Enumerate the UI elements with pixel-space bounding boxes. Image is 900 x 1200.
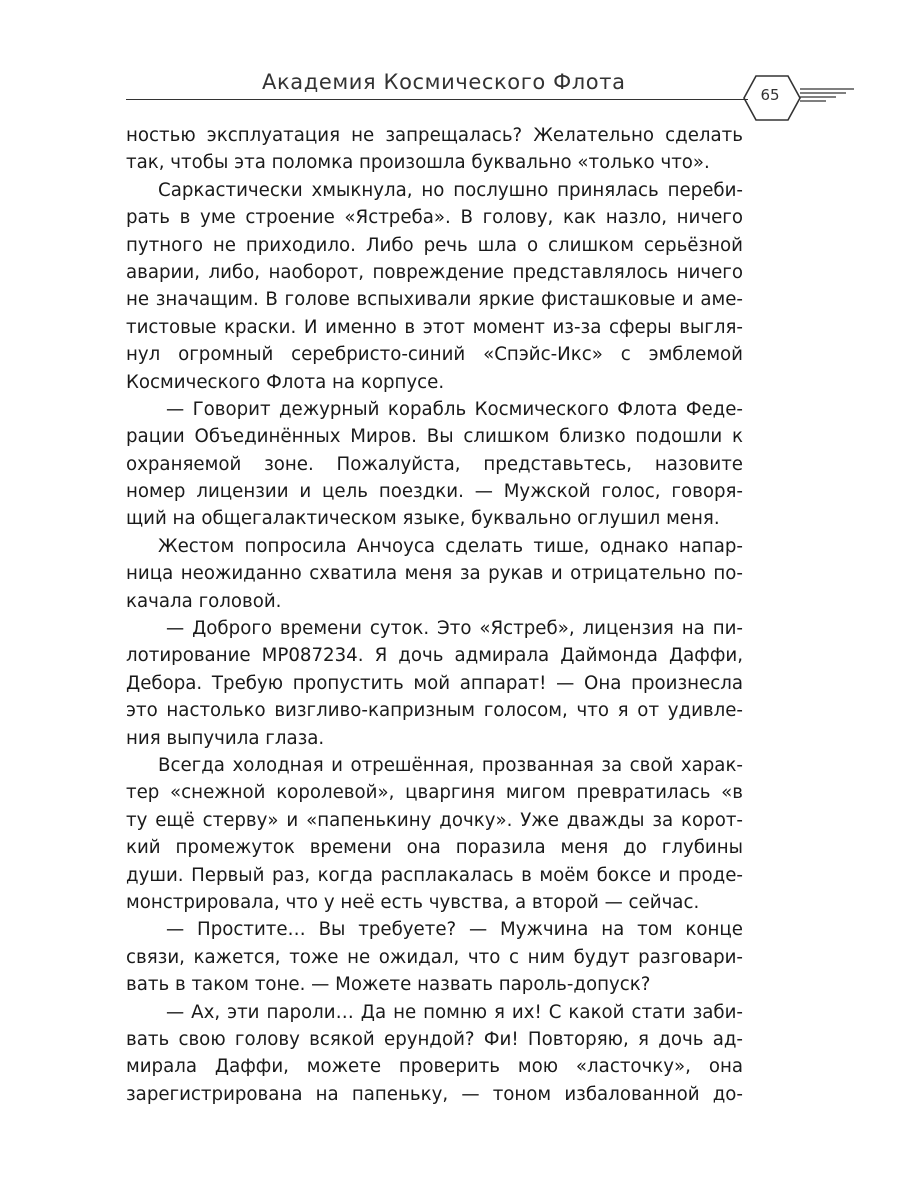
text-line: лотирование МР087234. Я дочь адмирала Даймонда Даффи, <box>126 645 743 667</box>
header-rule <box>126 99 748 100</box>
text-line: — Ах, эти пароли… Да не помню я их! С какой стати заби- <box>166 1001 743 1023</box>
page-header <box>0 0 900 130</box>
text-line: ния выпучила глаза. <box>126 727 325 749</box>
text-line: номер лицензии и цель поездки. — Мужской голос, говоря- <box>126 481 743 503</box>
running-title: Академия Космического Флота <box>262 70 626 94</box>
text-line: ту ещё стерву» и «папенькину дочку». Уже дважды за корот- <box>126 809 743 831</box>
text-line: души. Первый раз, когда расплакалась в моём боксе и проде- <box>126 864 743 886</box>
text-line: Жестом попросила Анчоуса сделать тише, однако напар- <box>158 535 743 557</box>
text-line: монстрировала, что у неё есть чувства, а второй — сейчас. <box>126 891 700 913</box>
text-line: щий на общегалактическом языке, буквально оглушил меня. <box>126 508 720 530</box>
text-line: связи, кажется, тоже не ожидал, что с ним будут разговари- <box>126 946 743 968</box>
text-line: охраняемой зоне. Пожалуйста, представьтесь, назовите <box>126 453 743 475</box>
text-line: рации Объединённых Миров. Вы слишком близко подошли к <box>126 426 743 448</box>
text-line: качала головой. <box>126 590 282 612</box>
text-line: — Простите… Вы требуете? — Мужчина на том конце <box>166 919 743 941</box>
text-line: тер «снежной королевой», цваргиня мигом превратилась «в <box>126 782 743 804</box>
text-line: так, чтобы эта поломка произошла буквально «только что». <box>126 152 710 174</box>
text-line: — Говорит дежурный корабль Космического Флота Феде- <box>166 398 743 420</box>
text-line: Дебора. Требую пропустить мой аппарат! — Она произнесла <box>126 672 743 694</box>
text-line: ница неожиданно схватила меня за рукав и отрицательно по- <box>126 563 743 585</box>
text-line: тистовые краски. И именно в этот момент из-за сферы выгля- <box>126 316 743 338</box>
text-line: ностью эксплуатация не запрещалась? Желательно сделать <box>126 125 743 146</box>
text-line: Космического Флота на корпусе. <box>126 371 445 393</box>
text-line: нул огромный серебристо-синий «Спэйс-Икс» с эмблемой <box>126 344 743 366</box>
text-line: не значащим. В голове вспыхивали яркие фисташковые и аме- <box>126 289 743 311</box>
text-line: Всегда холодная и отрешённая, прозванная за свой харак- <box>158 754 743 776</box>
text-line: зарегистрирована на папеньку, — тоном избалованной до- <box>126 1083 743 1105</box>
text-line: — Доброго времени суток. Это «Ястреб», лицензия на пи- <box>166 618 743 640</box>
text-line: рать в уме строение «Ястреба». В голову, как назло, ничего <box>126 207 743 229</box>
body-text <box>126 122 743 1108</box>
text-line: кий промежуток времени она поразила меня до глубины <box>126 837 743 859</box>
text-line: Саркастически хмыкнула, но послушно принялась переби- <box>158 179 743 201</box>
text-line: это настолько визгливо-капризным голосом, что я от удивле- <box>126 700 743 722</box>
text-line: путного не приходило. Либо речь шла о слишком серьёзной <box>126 234 743 256</box>
text-line: вать в таком тоне. — Можете назвать пароль-допуск? <box>126 974 651 996</box>
text-line: мирала Даффи, можете проверить мою «ласточку», она <box>126 1056 743 1078</box>
text-line: аварии, либо, наоборот, повреждение представлялось ничего <box>126 261 743 283</box>
page-number: 65 <box>760 86 780 104</box>
text-line: вать свою голову всякой ерундой? Фи! Повторяю, я дочь ад- <box>126 1028 743 1050</box>
